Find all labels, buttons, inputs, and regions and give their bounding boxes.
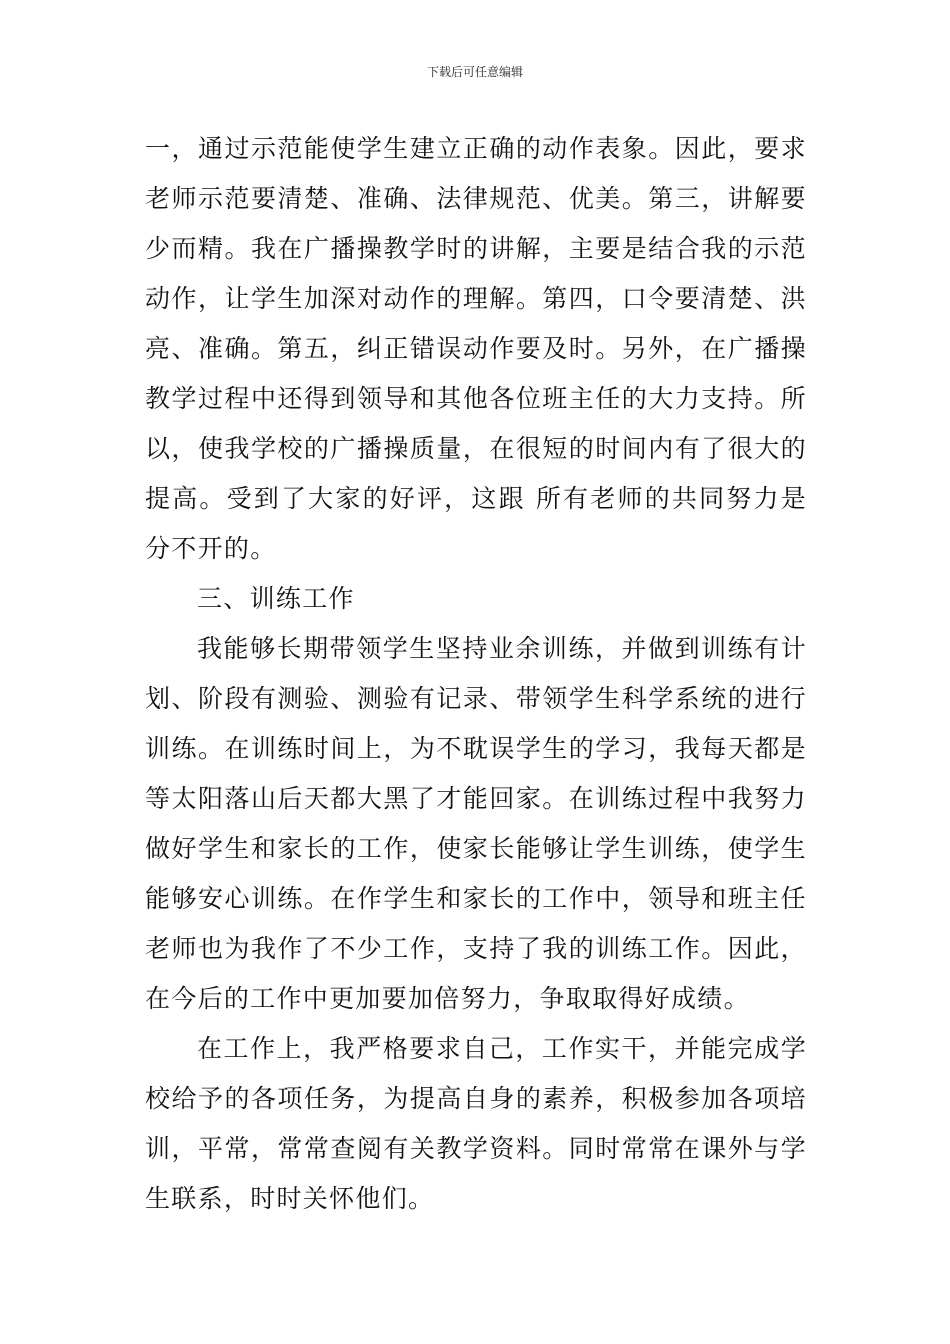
- page-header: 下载后可任意编辑: [426, 65, 523, 79]
- paragraph-continuation: 一，通过示范能使学生建立正确的动作表象。因此，要求老师示范要清楚、准确、法律规范、优美。第三，讲解要少而精。我在广播操教学时的讲解，主要是结合我的示范动作，让学生加深对动作的理解。第四，口令要清楚、洪亮、准确。第五，纠正错误动作要及时。另外，在广播操教学过程中还得到领导和其他各位班主任的大力支持。所以，使我学校的广播操质量，在很短的时间内有了很大的提高。受到了大家的好评，这跟 所有老师的共同努力是分不开的。: [145, 134, 807, 563]
- section-heading-training: 三、训练工作: [197, 584, 355, 613]
- paragraph-work-attitude: 在工作上，我严格要求自己，工作实干，并能完成学校给予的各项任务，为提高自身的素养，积极参加各项培训，平常，常常查阅有关教学资料。同时常常在课外与学生联系，时时关怀他们。: [145, 1034, 807, 1213]
- paragraph-training: 我能够长期带领学生坚持业余训练，并做到训练有计划、阶段有测验、测验有记录、带领学生科学系统的进行训练。在训练时间上，为不耽误学生的学习，我每天都是等太阳落山后天都大黑了才能回家。在训练过程中我努力做好学生和家长的工作，使家长能够让学生训练，使学生能够安心训练。在作学生和家长的工作中，领导和班主任老师也为我作了不少工作，支持了我的训练工作。因此，在今后的工作中更加要加倍努力，争取取得好成绩。: [145, 634, 807, 1013]
- document-body: [145, 124, 807, 1224]
